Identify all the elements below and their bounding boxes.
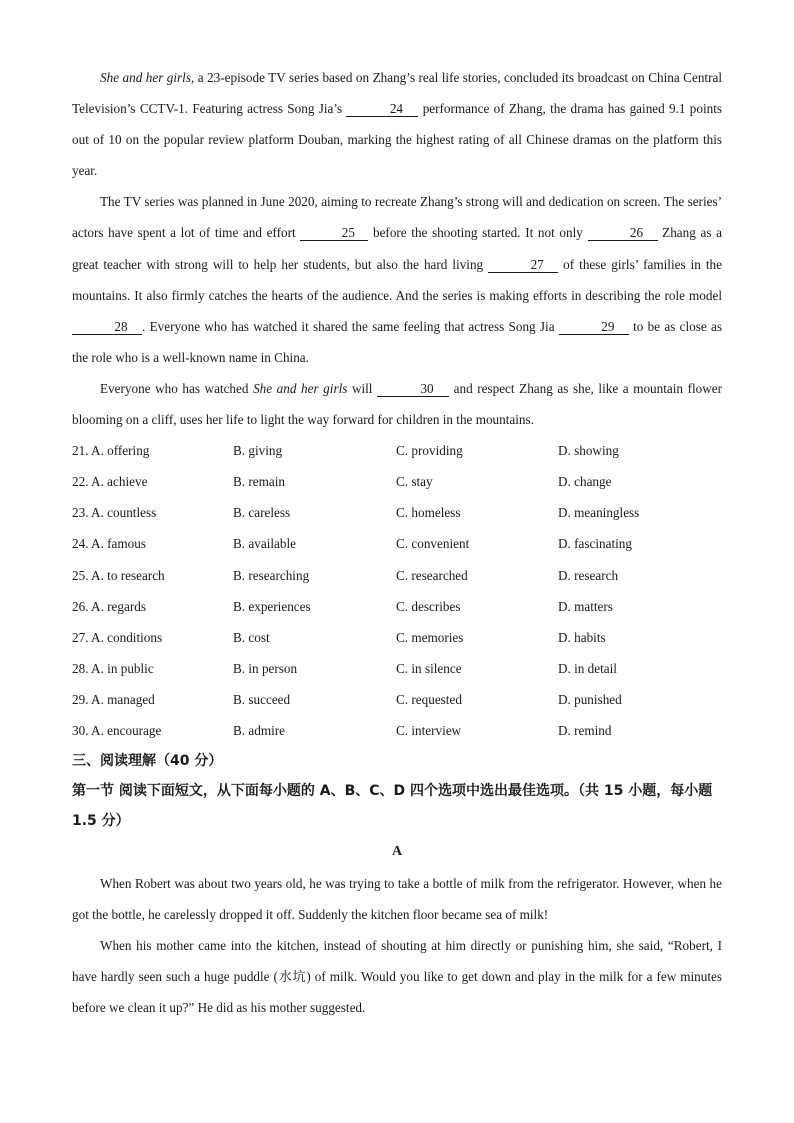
option-d: D. in detail [558, 660, 617, 676]
option-b: B. admire [233, 722, 286, 738]
option-d: D. change [558, 474, 612, 490]
cloze-paragraph-3: Everyone who has watched She and her girls will 30 and respect Zhang as she, like a mountain flower blooming on a cliff, uses her life to light the way forward for children in the mountains. [72, 380, 723, 428]
option-row [72, 715, 722, 746]
option-d: D. habits [558, 629, 606, 645]
option-row [72, 466, 722, 497]
option-d: D. fascinating [558, 536, 632, 552]
option-c: C. convenient [396, 536, 470, 552]
option-row [72, 622, 722, 653]
option-a: 24. A. famous [72, 536, 146, 552]
option-c: C. providing [396, 443, 463, 459]
option-c: C. stay [396, 474, 433, 490]
option-row [72, 497, 722, 528]
option-b: B. succeed [233, 691, 291, 707]
option-d: D. meaningless [558, 505, 640, 521]
option-a: 21. A. offering [72, 443, 150, 459]
document-page [72, 62, 722, 1024]
option-a: 27. A. conditions [72, 629, 163, 645]
option-row [72, 435, 722, 466]
option-b: B. available [233, 536, 296, 552]
option-b: B. remain [233, 474, 286, 490]
option-row [72, 528, 722, 559]
option-row [72, 684, 722, 715]
cloze-paragraph-1: She and her girls, a 23-episode TV series based on Zhang’s real life stories, concluded its broadcast on China Central Television’s CCTV-1. Featuring actress Song Jia’s 24 performance of Zhang, the drama has gained 9.1 points out of 10 on the popular review platform Douban, marking the highest rating of all Chinese dramas on the platform this year. [72, 70, 723, 179]
option-b: B. cost [233, 629, 270, 645]
option-d: D. matters [558, 598, 613, 614]
option-c: C. memories [396, 629, 464, 645]
tv-series-title: She and her girls [100, 70, 191, 85]
blank-26: 26 [588, 225, 658, 241]
cloze-paragraph-2: The TV series was planned in June 2020, aiming to recreate Zhang’s strong will and dedication on screen. The series’ actors have spent a lot of time and effort 25 before the shooting started. It not only 26 Zhang as a great teacher with strong will to help her students, but also the hard living 27 of these girls’ families in the mountains. It also firmly catches the hearts of the audience. And the series is making efforts in describing the role model 28 . Everyone who has watched it shared the same feeling that actress Song Jia 29 to be as close as the role who is a well-known name in China. [72, 194, 722, 365]
option-c: C. requested [396, 691, 462, 707]
option-b: B. in person [233, 660, 298, 676]
option-c: C. in silence [396, 660, 462, 676]
option-a: 22. A. achieve [72, 474, 148, 490]
option-a: 29. A. managed [72, 691, 155, 707]
option-c: C. homeless [396, 505, 461, 521]
option-a: 26. A. regards [72, 598, 146, 614]
reading-paragraph-1: When Robert was about two years old, he was trying to take a bottle of milk from the refrigerator. However, when he got the bottle, he carelessly dropped it off. Suddenly the kitchen floor became sea of milk! [72, 876, 722, 923]
option-a: 28. A. in public [72, 660, 154, 676]
option-b: B. careless [233, 505, 291, 521]
option-b: B. giving [233, 443, 283, 459]
option-a: 30. A. encourage [72, 722, 162, 738]
option-row [72, 591, 722, 622]
blank-24: 24 [346, 101, 418, 117]
option-row [72, 653, 722, 684]
option-d: D. showing [558, 443, 619, 459]
option-d: D. remind [558, 722, 612, 738]
option-c: C. researched [396, 567, 468, 583]
section-instruction: 第一节 阅读下面短文，从下面每小题的 A、B、C、D 四个选项中选出最佳选项。（共 15 小题，每小题 1.5 分） [72, 783, 713, 830]
option-c: C. describes [396, 598, 461, 614]
blank-28: 28 [72, 319, 142, 335]
option-b: B. experiences [233, 598, 311, 614]
blank-27: 27 [488, 257, 558, 273]
section-heading: 三、阅读理解（40 分） [72, 753, 223, 770]
tv-series-title: She and her girls [253, 380, 348, 396]
reading-paragraph-2: When his mother came into the kitchen, instead of shouting at him directly or punishing him, she said, “Robert, I have hardly seen such a huge puddle (水坑) of milk. Would you like to get down and play in the milk for a few minutes before we clean it up?” He did as his mother suggested. [72, 938, 722, 1016]
option-row [72, 560, 722, 591]
option-d: D. research [558, 567, 619, 583]
option-c: C. interview [396, 722, 462, 738]
options-list [72, 435, 722, 746]
blank-25: 25 [300, 225, 368, 241]
blank-29: 29 [559, 319, 629, 335]
passage-letter: A [391, 844, 403, 860]
option-a: 23. A. countless [72, 505, 157, 521]
blank-30: 30 [377, 381, 449, 397]
option-d: D. punished [558, 691, 622, 707]
option-b: B. researching [233, 567, 310, 583]
option-a: 25. A. to research [72, 567, 165, 583]
